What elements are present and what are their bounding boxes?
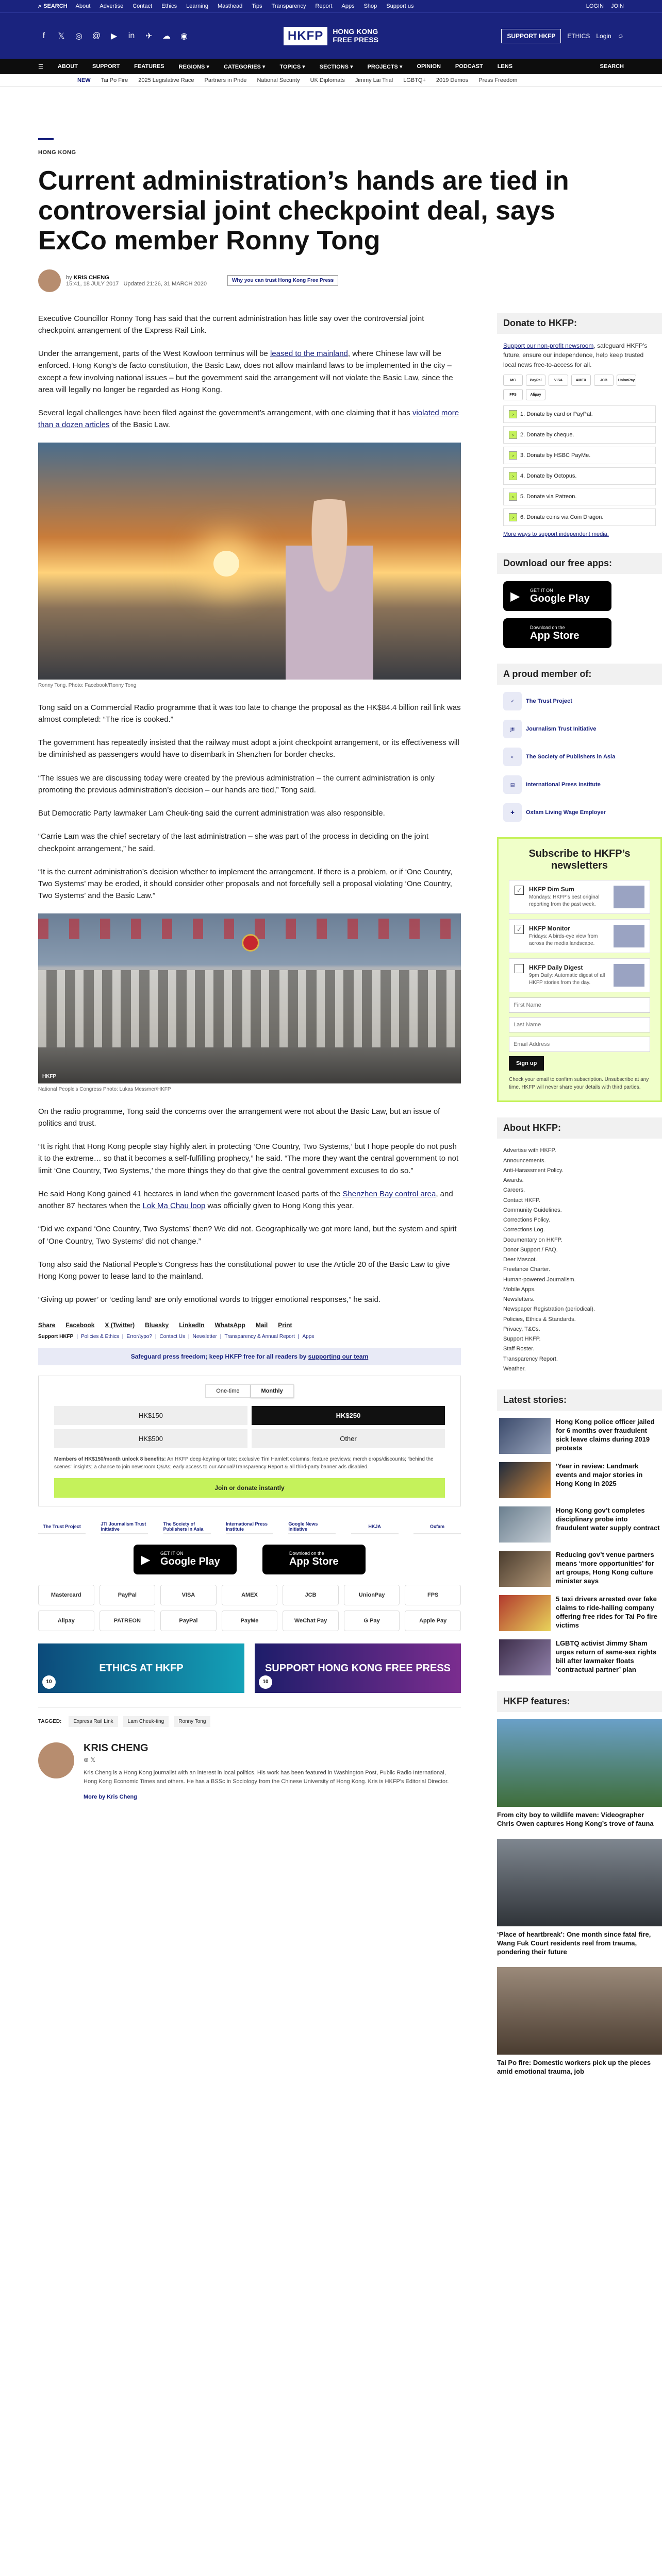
story-thumbnail (499, 1506, 551, 1543)
ethics-banner[interactable]: ETHICS AT HKFP 10 (38, 1643, 244, 1693)
donate-way[interactable]: › 2. Donate by cheque. (503, 426, 656, 444)
columns-shape (38, 970, 461, 1047)
paragraph: But Democratic Party lawmaker Lam Cheuk-ting said the current administration was also responsible. (38, 809, 385, 818)
nav-item[interactable]: LENS (497, 63, 513, 70)
trending-bar (0, 74, 662, 87)
sign-up-button[interactable]: Sign up (509, 1056, 544, 1071)
ronny-tong-photo (38, 443, 461, 680)
amount-option[interactable]: HK$150 (54, 1406, 247, 1425)
nav-item[interactable]: TOPICS ▾ (279, 63, 305, 70)
donate-way-icon: › (509, 472, 517, 480)
author-box (38, 1742, 461, 1800)
donate-way-icon: › (509, 431, 517, 439)
member-logo[interactable]: ✓ The Trust Project (503, 692, 656, 710)
about-link[interactable]: Support HKFP. (503, 1336, 541, 1343)
google-play-icon: ▶ (141, 1552, 151, 1567)
utility-link[interactable]: Advertise (100, 3, 124, 9)
partner-logos (38, 1520, 461, 1534)
share-mail[interactable]: Mail (255, 1321, 268, 1329)
tag-chip[interactable]: Ronny Tong (174, 1716, 210, 1727)
article-category[interactable]: HONG KONG (38, 149, 76, 156)
share-print[interactable]: Print (278, 1321, 292, 1329)
content-columns (38, 313, 660, 2087)
account-links (586, 3, 624, 9)
npc-photo (38, 913, 461, 1083)
sidebar-heading: A proud member of: (497, 664, 662, 685)
photo-watermark: HKFP (42, 1073, 57, 1079)
paragraph: He said Hong Kong gained 41 hectares in land when the government leased parts of the Shenzhen Bay control area, and another 87 hectares when the Lok Ma Chau loop was officially given to Hong Kong this year. (38, 1189, 453, 1211)
paragraph: “Carrie Lam was the chief secretary of the last administration – she was part of the process in deciding on the joint checkpoint arrangement,” he said. (38, 832, 429, 853)
amount-options (54, 1406, 445, 1448)
story-thumbnail (499, 1418, 551, 1454)
partner-logo[interactable]: Google News Initiative (288, 1520, 336, 1534)
search-icon: ⌕ (38, 3, 42, 9)
menu-icon[interactable]: ☰ (38, 63, 43, 70)
feature-item[interactable]: From city boy to wildlife maven: Videographer Chris Owen captures Hong Kong’s trove of fauna (497, 1719, 662, 1828)
last-name-field[interactable] (509, 1017, 650, 1032)
story-item[interactable]: Reducing gov’t venue partners means ‘more opportunities’ for art groups, Hong Kong culture minister says (497, 1551, 662, 1587)
donate-way[interactable]: › 4. Donate by Octopus. (503, 467, 656, 485)
story-thumbnail (499, 1462, 551, 1498)
payment-logo: G Pay (344, 1611, 400, 1631)
about-link[interactable]: Newspaper Registration (periodical). (503, 1306, 595, 1313)
story-thumbnail (499, 1551, 551, 1587)
donate-way[interactable]: › 1. Donate by card or PayPal. (503, 405, 656, 423)
masthead (0, 12, 662, 59)
emblem-shape (242, 934, 259, 952)
utility-bar (0, 0, 662, 12)
share-linkedin[interactable]: LinkedIn (179, 1321, 205, 1329)
partner-logo[interactable]: The Trust Project (38, 1520, 86, 1534)
donate-blurb: Support our non-profit newsroom, safeguard HKFP’s future, ensure our independence, help keep trusted local news free-to-access for all. (503, 342, 648, 368)
support-banner[interactable]: SUPPORT HONG KONG FREE PRESS 10 (255, 1643, 461, 1693)
sidebar-heading: About HKFP: (497, 1117, 662, 1139)
amount-option[interactable]: Other (252, 1429, 445, 1448)
newsletter-thumbnail (614, 964, 644, 987)
newsletter-option[interactable]: ✓ HKFP Dim Sum Mondays: HKFP's best original reporting from the past week. (509, 880, 650, 914)
about-link[interactable]: Transparency Report. (503, 1355, 558, 1362)
checkbox-checked-icon[interactable]: ✓ (515, 925, 524, 934)
card-logo: FPS (503, 389, 523, 400)
utility-link[interactable]: Transparency (271, 3, 306, 9)
facebook-icon[interactable]: f (42, 31, 45, 40)
login-link[interactable]: LOGIN (586, 3, 604, 9)
first-name-field[interactable] (509, 997, 650, 1013)
story-item[interactable]: 5 taxi drivers arrested over fake claims to ride-hailing company offering free rides for Tai Po fire victims (497, 1595, 662, 1631)
nav-item[interactable]: CATEGORIES ▾ (223, 63, 266, 70)
author-avatar[interactable] (38, 269, 61, 292)
donate-way[interactable]: › 6. Donate coins via Coin Dragon. (503, 509, 656, 526)
payment-logo: PayMe (222, 1611, 278, 1631)
updated-date: Updated 21:26, 31 MARCH 2020 (123, 280, 207, 287)
about-list (497, 1146, 662, 1374)
utility-link[interactable]: About (75, 3, 91, 9)
utility-link[interactable]: Tips (252, 3, 262, 9)
trending-link[interactable]: Partners in Pride (204, 77, 247, 83)
about-link[interactable]: Careers. (503, 1187, 525, 1194)
nav-item[interactable]: REGIONS ▾ (178, 63, 209, 70)
share-whatsapp[interactable]: WhatsApp (214, 1321, 245, 1329)
utility-link[interactable]: Contact (133, 3, 153, 9)
newsletter-note: Check your email to confirm subscription. Unsubscribe at any time. HKFP will never share your details with third parties. (509, 1077, 649, 1091)
google-play-icon: ▶ (510, 589, 520, 604)
inline-link[interactable]: leased to the mainland (270, 349, 348, 359)
partner-logo[interactable]: International Press Institute (226, 1520, 273, 1534)
rss-icon[interactable]: ◉ (180, 31, 188, 41)
logo-wordmark: HONG KONG FREE PRESS (333, 27, 379, 44)
policy-link[interactable]: Policies & Ethics (80, 1333, 119, 1340)
donate-way[interactable]: › 5. Donate via Patreon. (503, 488, 656, 505)
photo-caption: Ronny Tong. Photo: Facebook/Ronny Tong (38, 682, 137, 688)
payment-logo: AMEX (222, 1585, 278, 1605)
card-logo: JCB (594, 375, 614, 386)
safeguard-banner: Safeguard press freedom; keep HKFP free for all readers by supporting our team (38, 1348, 461, 1365)
utility-link[interactable]: Support us (386, 3, 414, 9)
new-label: NEW (77, 77, 91, 83)
donate-way[interactable]: › 3. Donate by HSBC PayMe. (503, 447, 656, 464)
tag-chip[interactable]: Express Rail Link (69, 1716, 118, 1727)
trending-link[interactable]: Jimmy Lai Trial (355, 77, 393, 83)
paragraph: Several legal challenges have been filed against the government’s arrangement, with one claiming that it has violated more than a dozen articles of the Basic Law. (38, 409, 459, 430)
utility-link[interactable]: Apps (341, 3, 355, 9)
about-link[interactable]: Human-powered Journalism. (503, 1276, 576, 1283)
trending-link[interactable]: Tai Po Fire (101, 77, 128, 83)
about-link[interactable]: Privacy, T&Cs. (503, 1326, 540, 1332)
newsletter-title: Subscribe to HKFP’s newsletters (528, 848, 631, 872)
share-facebook[interactable]: Facebook (65, 1321, 95, 1329)
google-play-button[interactable]: ▶ GET IT ON Google Play (503, 581, 611, 611)
login-link[interactable]: Login (596, 32, 611, 40)
amount-option[interactable]: HK$500 (54, 1429, 247, 1448)
donate-way-icon: › (509, 513, 517, 521)
about-link[interactable]: Donor Support / FAQ. (503, 1246, 558, 1253)
card-logo: UnionPay (617, 375, 636, 386)
partner-logo[interactable]: HKJA (351, 1520, 399, 1534)
member-logo[interactable]: ◐ The Society of Publishers in Asia (503, 748, 656, 766)
trending-link[interactable]: Press Freedom (478, 77, 518, 83)
newsletter-thumbnail (614, 886, 644, 908)
payment-logo: PayPal (160, 1611, 217, 1631)
bluesky-icon[interactable]: ☁ (162, 31, 171, 41)
partner-logo[interactable]: JTI Journalism Trust Initiative (101, 1520, 148, 1534)
payment-methods (38, 1585, 461, 1631)
social-icons (38, 30, 190, 42)
member-logo[interactable]: ▤ International Press Institute (503, 775, 656, 794)
paragraph: Tong said on a Commercial Radio programme that it was too late to change the proposal as the HK$84.4 billion rail link was almost completed: “The rice is cooked.” (38, 703, 461, 724)
payment-logo: Mastercard (38, 1585, 94, 1605)
partner-logo[interactable]: The Society of Publishers in Asia (163, 1520, 211, 1534)
byline-text: by KRIS CHENG 15:41, 18 JULY 2017 Updated 21:26, 31 MARCH 2020 (66, 274, 207, 287)
latest-stories (497, 1418, 662, 1675)
trending-link[interactable]: UK Diplomats (310, 77, 345, 83)
donate-widget (38, 1376, 461, 1506)
utility-link[interactable]: Shop (363, 3, 377, 9)
story-item[interactable]: ‘Year in review: Landmark events and major stories in Hong Kong in 2025 (497, 1462, 662, 1498)
utility-link[interactable]: Learning (186, 3, 208, 9)
card-logos (497, 375, 662, 400)
sidebar-app-stores (497, 581, 662, 648)
inline-link[interactable]: violated more than a dozen articles (38, 409, 459, 430)
policy-link[interactable]: Newsletter (192, 1333, 217, 1340)
about-link[interactable]: Announcements. (503, 1157, 546, 1164)
photo-caption: National People's Congress Photo: Lukas Messmer/HKFP (38, 1086, 171, 1092)
paragraph: On the radio programme, Tong said the concerns over the arrangement were not about the Basic Law, but an issue of politics and trust. (38, 1107, 440, 1128)
payment-logo: JCB (283, 1585, 339, 1605)
story-thumbnail (499, 1639, 551, 1675)
support-hkfp-button[interactable]: SUPPORT HKFP (501, 29, 561, 43)
sun-shape (213, 551, 239, 577)
features-list (497, 1719, 662, 2076)
about-link[interactable]: Mobile Apps. (503, 1286, 536, 1293)
utility-link[interactable]: Report (315, 3, 333, 9)
card-logo: MC (503, 375, 523, 386)
more-by-author-link[interactable]: More by Kris Cheng (84, 1793, 137, 1800)
utility-links (76, 3, 414, 9)
feature-image (497, 1719, 662, 1807)
utility-link[interactable]: Masthead (217, 3, 243, 9)
donate-note: Members of HK$150/month unlock 8 benefits: An HKFP deep-keyring or tote; exclusive Tim Hamlett columns; feature previews; merch drops/discounts; “behind the scenes” insights; a chance to join newsroom Q&As; early access to our Annual/Transparency Report & all third-party banner ads disabled. (54, 1456, 434, 1470)
payment-logo: PayPal (100, 1585, 156, 1605)
paragraph: Under the arrangement, parts of the West Kowloon terminus will be leased to the mainland, where Chinese law will be enforced. Hong Kong’s de facto constitution, the Basic Law, does not allow mainland laws to be implemented in the city – except a few involving national issues – but the government said the arrangement will not violate the Basic Law, since the area will legally no longer be regarded as Hong Kong. (38, 349, 453, 394)
policy-link[interactable]: Transparency & Annual Report (224, 1333, 295, 1340)
card-logo: PayPal (526, 375, 545, 386)
payment-logo: FPS (405, 1585, 461, 1605)
email-field[interactable] (509, 1037, 650, 1052)
amount-option-selected[interactable]: HK$250 (252, 1406, 445, 1425)
feature-image (497, 1839, 662, 1926)
checkbox-icon[interactable] (515, 964, 524, 973)
article-title: Current administration’s hands are tied in controversial joint checkpoint deal, says ExCo member Ronny Tong (38, 166, 569, 256)
about-link[interactable]: Corrections Policy. (503, 1217, 550, 1224)
about-link[interactable]: Weather. (503, 1365, 526, 1372)
author-name[interactable]: KRIS CHENG (84, 1742, 148, 1754)
about-section (497, 1117, 662, 1374)
story-item[interactable]: LGBTQ activist Jimmy Sham urges return of same-sex rights bill after lawmaker floats ‘contractual partner’ plan (497, 1639, 662, 1675)
paragraph: “The issues we are discussing today were created by the previous administration – the current administration is only promoting the previous administration’s decision – our hands are tied,” Tong said. (38, 773, 435, 794)
inline-link[interactable]: Lok Ma Chau loop (142, 1201, 206, 1211)
ipi-icon: ▤ (503, 775, 522, 794)
payment-logo: Apple Pay (405, 1611, 461, 1631)
app-store-button[interactable]: Download on the App Store (262, 1545, 366, 1574)
frequency-toggle (54, 1384, 445, 1398)
app-store-row (38, 1545, 461, 1574)
newsletter-option[interactable]: ✓ HKFP Monitor Fridays: A birds-eye view from across the media landscape. (509, 919, 650, 953)
author-info (84, 1742, 461, 1800)
paragraph: “It is right that Hong Kong people stay highly alert in protecting ‘One Country, Two Systems,’ but I hope people do not push it to the extreme… so that it becomes a self-fulfilling prophecy,” he said. “The more they want the central government to not limit ‘One Country, Two Systems,’ the more things they do that give the central government excuses to do so.” (38, 1142, 459, 1175)
nav-item[interactable]: PODCAST (455, 63, 483, 70)
card-logo: Alipay (526, 389, 545, 400)
masthead-actions (501, 29, 624, 43)
logo-mark: HKFP (284, 27, 327, 45)
sidebar-heading: Latest stories: (497, 1389, 662, 1411)
author-social-icons[interactable]: ⊕ 𝕏 (84, 1756, 96, 1764)
tag-chip[interactable]: Lam Cheuk-ting (123, 1716, 169, 1727)
sopa-icon: ◐ (503, 748, 522, 766)
payment-logo: PATREON (100, 1611, 156, 1631)
support-team-link[interactable]: supporting our team (308, 1352, 369, 1360)
inline-link[interactable]: Shenzhen Bay control area (342, 1189, 436, 1198)
ethics-link[interactable]: ETHICS (567, 32, 590, 40)
nav-search[interactable]: SEARCH (600, 63, 624, 70)
byline (38, 269, 624, 292)
policy-link[interactable]: Error/typo? (126, 1333, 152, 1340)
policy-links: Support HKFP | Policies & Ethics | Error/typo? | Contact Us | Newsletter | Transparency & Annual Report | Apps (38, 1333, 315, 1340)
about-link[interactable]: Advertise with HKFP. (503, 1147, 556, 1154)
article-header (38, 87, 624, 292)
google-play-button[interactable]: ▶ GET IT ON Google Play (134, 1545, 237, 1574)
more-ways-link[interactable]: More ways to support independent media. (503, 531, 609, 538)
member-logo[interactable]: ✚ Oxfam Living Wage Employer (503, 803, 656, 822)
about-link[interactable]: Freelance Charter. (503, 1266, 551, 1273)
trending-link[interactable]: 2019 Demos (436, 77, 469, 83)
card-logo: AMEX (571, 375, 591, 386)
policy-link[interactable]: Contact Us (159, 1333, 186, 1340)
author-bio: Kris Cheng is a Hong Kong journalist with an interest in local politics. His work has been featured in Washington Post, Public Radio International, Hong Kong Economic Times and others. He has a BSSc in Sociology from the Chinese University of Hong Kong. Kris is HKFP's Editorial Director. (84, 1769, 449, 1785)
nav-item[interactable]: PROJECTS ▾ (367, 63, 403, 70)
nav-item[interactable]: FEATURES (134, 63, 164, 70)
article-body (38, 313, 461, 2087)
about-link[interactable]: Awards. (503, 1177, 524, 1184)
payment-logo: WeChat Pay (283, 1611, 339, 1631)
nav-item[interactable]: ABOUT (57, 63, 78, 70)
story-item[interactable]: Hong Kong gov’t completes disciplinary probe into fraudulent water supply contract (497, 1506, 662, 1543)
promo-banners (38, 1643, 461, 1693)
nav-item[interactable]: SECTIONS ▾ (319, 63, 353, 70)
published-date: 15:41, 18 JULY 2017 (66, 280, 119, 287)
sidebar-donate (497, 313, 662, 538)
feature-item[interactable]: Tai Po fire: Domestic workers pick up the pieces amid emotional trauma, job (497, 1967, 662, 2076)
donate-link[interactable]: Support our non-profit newsroom (503, 342, 594, 349)
trending-link[interactable]: National Security (257, 77, 300, 83)
donate-way-icon: › (509, 451, 517, 460)
newsletter-thumbnail (614, 925, 644, 947)
share-bar (38, 1321, 461, 1329)
paragraph: “It is the current administration’s decision whether to implement the arrangement. If there is a problem, or if ‘One Country, Two Systems’ may be eroded, it should consider other proposals and not forcefully sell a proposal violating ‘One Country, Two Systems’ and the Basic Law.” (38, 867, 453, 901)
member-logo[interactable]: jti Journalism Trust Initiative (503, 720, 656, 738)
oxfam-icon: ✚ (503, 803, 522, 822)
card-logo: VISA (549, 375, 568, 386)
trust-link[interactable]: Why you can trust Hong Kong Free Press (227, 275, 338, 286)
site-logo[interactable] (269, 27, 393, 45)
article-tags (38, 1707, 461, 1727)
utility-link[interactable]: Ethics (161, 3, 177, 9)
author-name[interactable]: KRIS CHENG (73, 274, 109, 281)
story-item[interactable]: Hong Kong police officer jailed for 6 months over fraudulent sick leave claims during 2019 protests (497, 1418, 662, 1454)
threads-icon[interactable]: @ (92, 31, 101, 40)
sidebar-heading: Donate to HKFP: (497, 313, 662, 334)
policy-link[interactable]: Apps (302, 1333, 315, 1340)
telegram-icon[interactable]: ✈ (145, 31, 153, 41)
x-icon[interactable]: 𝕏 (58, 31, 65, 41)
paragraph: Tong also said the National People’s Congress has the constitutional power to use the Article 20 of the Basic Law to give Hong Kong power to lease land to the mainland. (38, 1260, 450, 1281)
payment-logo: UnionPay (344, 1585, 400, 1605)
about-link[interactable]: Anti-Harassment Policy. (503, 1167, 564, 1174)
person-shape (286, 499, 373, 680)
payment-logo: Alipay (38, 1611, 94, 1631)
story-thumbnail (499, 1595, 551, 1631)
feature-item[interactable]: ‘Place of heartbreak’: One month since fatal fire, Wang Fuk Court residents reel from trauma, pondering their future (497, 1839, 662, 1957)
share-label: Share (38, 1321, 56, 1329)
paragraph: “Giving up power’ or ‘ceding land’ are only emotional words to trigger emotional responses,” he said. (38, 1295, 380, 1304)
sidebar (497, 313, 662, 2087)
app-store-button[interactable]: Download on the App Store (503, 618, 611, 648)
trending-link[interactable]: LGBTQ+ (403, 77, 426, 83)
donate-way-icon: › (509, 493, 517, 501)
sidebar-heading: Download our free apps: (497, 553, 662, 574)
about-link[interactable]: Contact HKFP. (503, 1197, 540, 1204)
partner-logo[interactable]: Oxfam (413, 1520, 461, 1534)
trending-link[interactable]: 2025 Legislative Race (138, 77, 194, 83)
about-link[interactable]: Policies, Ethics & Standards. (503, 1316, 576, 1323)
jti-icon: jti (503, 720, 522, 738)
about-link[interactable]: Corrections Log. (503, 1227, 545, 1233)
about-link[interactable]: Community Guidelines. (503, 1207, 562, 1213)
utility-search[interactable]: ⌕ SEARCH (38, 3, 68, 9)
sidebar-heading: HKFP features: (497, 1691, 662, 1712)
donate-way-icon: › (509, 410, 517, 418)
join-donate-button[interactable]: Join or donate instantly (54, 1478, 445, 1498)
about-link[interactable]: Documentary on HKFP. (503, 1236, 562, 1243)
one-time-tab[interactable]: One-time (205, 1384, 250, 1398)
tags-label: TAGGED: (38, 1718, 62, 1724)
newsletter-option[interactable]: HKFP Daily Digest 9pm Daily: Automatic digest of all HKFP stories from the day. (509, 958, 650, 992)
join-link[interactable]: JOIN (610, 3, 624, 9)
feature-image (497, 1967, 662, 2055)
newsletter-signup (497, 837, 662, 1102)
about-link[interactable]: Newsletters. (503, 1296, 535, 1303)
nav-item[interactable]: SUPPORT (92, 63, 120, 70)
anniversary-badge: 10 (259, 1675, 272, 1689)
category-rule (38, 138, 54, 140)
instagram-icon[interactable]: ◎ (75, 31, 82, 41)
about-link[interactable]: Deer Mascot. (503, 1257, 537, 1263)
paragraph: The government has repeatedly insisted that the railway must adopt a joint checkpoint arrangement, or its effectiveness will be diminished as passengers would have to disembark in Shenzhen for border checks. (38, 738, 459, 759)
about-link[interactable]: Staff Roster. (503, 1346, 535, 1352)
share-bluesky[interactable]: Bluesky (145, 1321, 169, 1329)
paragraph: “Did we expand ‘One Country, Two Systems’ then? We did not. Geographically we got more land, but the system and spirit of ‘One Country, Two Systems’ did not change.” (38, 1225, 457, 1246)
share-x[interactable]: X (Twitter) (105, 1321, 135, 1329)
main-nav (0, 59, 662, 74)
author-avatar[interactable] (38, 1742, 74, 1778)
monthly-tab[interactable]: Monthly (251, 1384, 294, 1398)
checkbox-checked-icon[interactable]: ✓ (515, 886, 524, 895)
trust-project-icon: ✓ (503, 692, 522, 710)
payment-logo: VISA (160, 1585, 217, 1605)
anniversary-badge: 10 (42, 1675, 56, 1689)
support-link[interactable]: Support HKFP (38, 1333, 74, 1340)
member-logos (497, 692, 662, 822)
paragraph: Executive Councillor Ronny Tong has said that the current administration has little say over the controversial joint checkpoint arrangement of the Express Rail Link. (38, 314, 424, 335)
user-icon[interactable]: ☺ (617, 32, 624, 40)
linkedin-icon[interactable]: in (128, 31, 135, 40)
youtube-icon[interactable]: ▶ (110, 31, 118, 41)
nav-item[interactable]: OPINION (417, 63, 441, 70)
